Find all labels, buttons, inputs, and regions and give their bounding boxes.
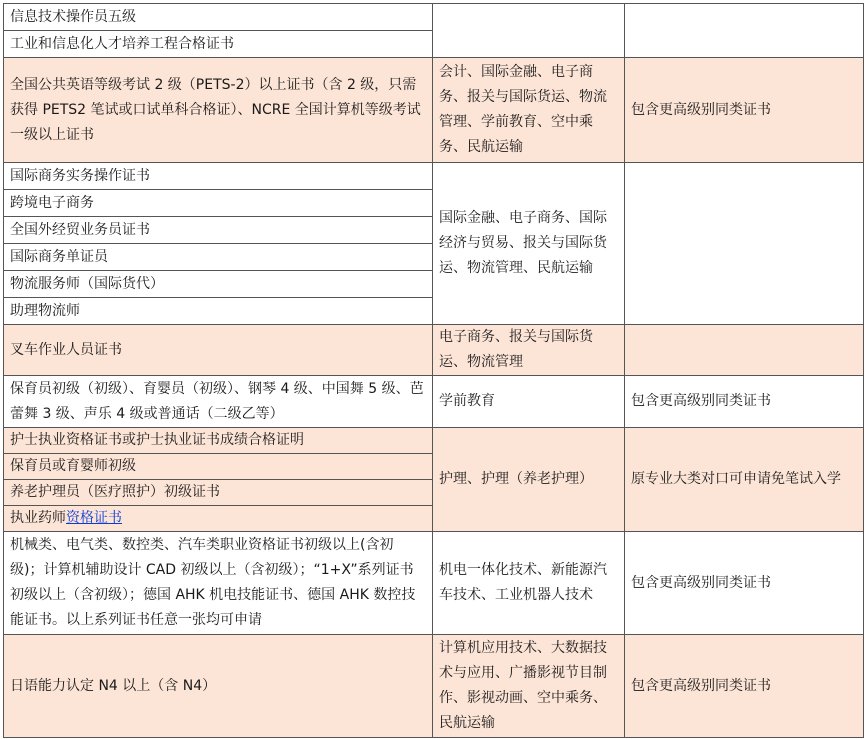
certificate-cell: 信息技术操作员五级 [4,4,433,31]
table-row [4,532,864,635]
table-row [4,325,864,376]
certificate-cell: 物流服务师（国际货代） [4,271,433,298]
notes-cell [625,4,864,58]
majors-cell: 计算机应用技术、大数据技术与应用、广播影视节目制作、影视动画、空中乘务、民航运输 [433,635,625,738]
majors-cell: 机电一体化技术、新能源汽车技术、工业机器人技术 [433,532,625,635]
majors-cell: 会计、国际金融、电子商务、报关与国际货运、物流管理、学前教育、空中乘务、民航运输 [433,58,625,163]
notes-cell [625,163,864,325]
certificate-cell: 养老护理员（医疗照护）初级证书 [4,480,433,506]
certificate-cell: 护士执业资格证书或护士执业证书成绩合格证明 [4,428,433,454]
certificate-cell: 叉车作业人员证书 [4,325,433,376]
notes-cell: 包含更高级别同类证书 [625,376,864,428]
certificate-cell: 保育员或育婴师初级 [4,454,433,480]
certificate-text: 执业药师 [10,510,66,526]
certificate-cell: 全国公共英语等级考试 2 级（PETS-2）以上证书（含 2 级，只需获得 PETS2 笔试或口试单科合格证）、NCRE 全国计算机等级考试一级以上证书 [4,58,433,163]
certificate-cell: 工业和信息化人才培养工程合格证书 [4,31,433,58]
table-row [4,635,864,738]
majors-cell: 护理、护理（养老护理） [433,428,625,532]
table-row [4,4,864,31]
certificate-cell: 跨境电子商务 [4,190,433,217]
certificate-cell: 保育员初级（初级）、育婴员（初级）、钢琴 4 级、中国舞 5 级、芭蕾舞 3 级、声乐 4 级或普通话（二级乙等） [4,376,433,428]
majors-cell [433,4,625,58]
table-row [4,376,864,428]
table-row [4,428,864,454]
majors-cell: 国际金融、电子商务、国际经济与贸易、报关与国际货运、物流管理、民航运输 [433,163,625,325]
certificate-cell: 机械类、电气类、数控类、汽车类职业资格证书初级以上(含初级)；计算机辅助设计 CAD 初级以上（含初级）；“1+X”系列证书初级以上（含初级）；德国 AHK 机电技能证书、德国 AHK 数控技能证书。以上系列证书任意一张均可申请 [4,532,433,635]
certificate-cell: 日语能力认定 N4 以上（含 N4） [4,635,433,738]
certificate-cell: 全国外经贸业务员证书 [4,217,433,244]
notes-cell [625,325,864,376]
table-row [4,163,864,190]
certificate-cell [4,506,433,532]
majors-cell: 电子商务、报关与国际货运、物流管理 [433,325,625,376]
certificate-cell: 国际商务单证员 [4,244,433,271]
table-row [4,58,864,163]
certificate-link[interactable]: 资格证书 [66,510,122,526]
certificate-cell: 助理物流师 [4,298,433,325]
notes-cell: 包含更高级别同类证书 [625,635,864,738]
majors-cell: 学前教育 [433,376,625,428]
notes-cell: 包含更高级别同类证书 [625,58,864,163]
notes-cell: 包含更高级别同类证书 [625,532,864,635]
certificate-cell: 国际商务实务操作证书 [4,163,433,190]
certificate-table [3,3,864,738]
notes-cell: 原专业大类对口可申请免笔试入学 [625,428,864,532]
